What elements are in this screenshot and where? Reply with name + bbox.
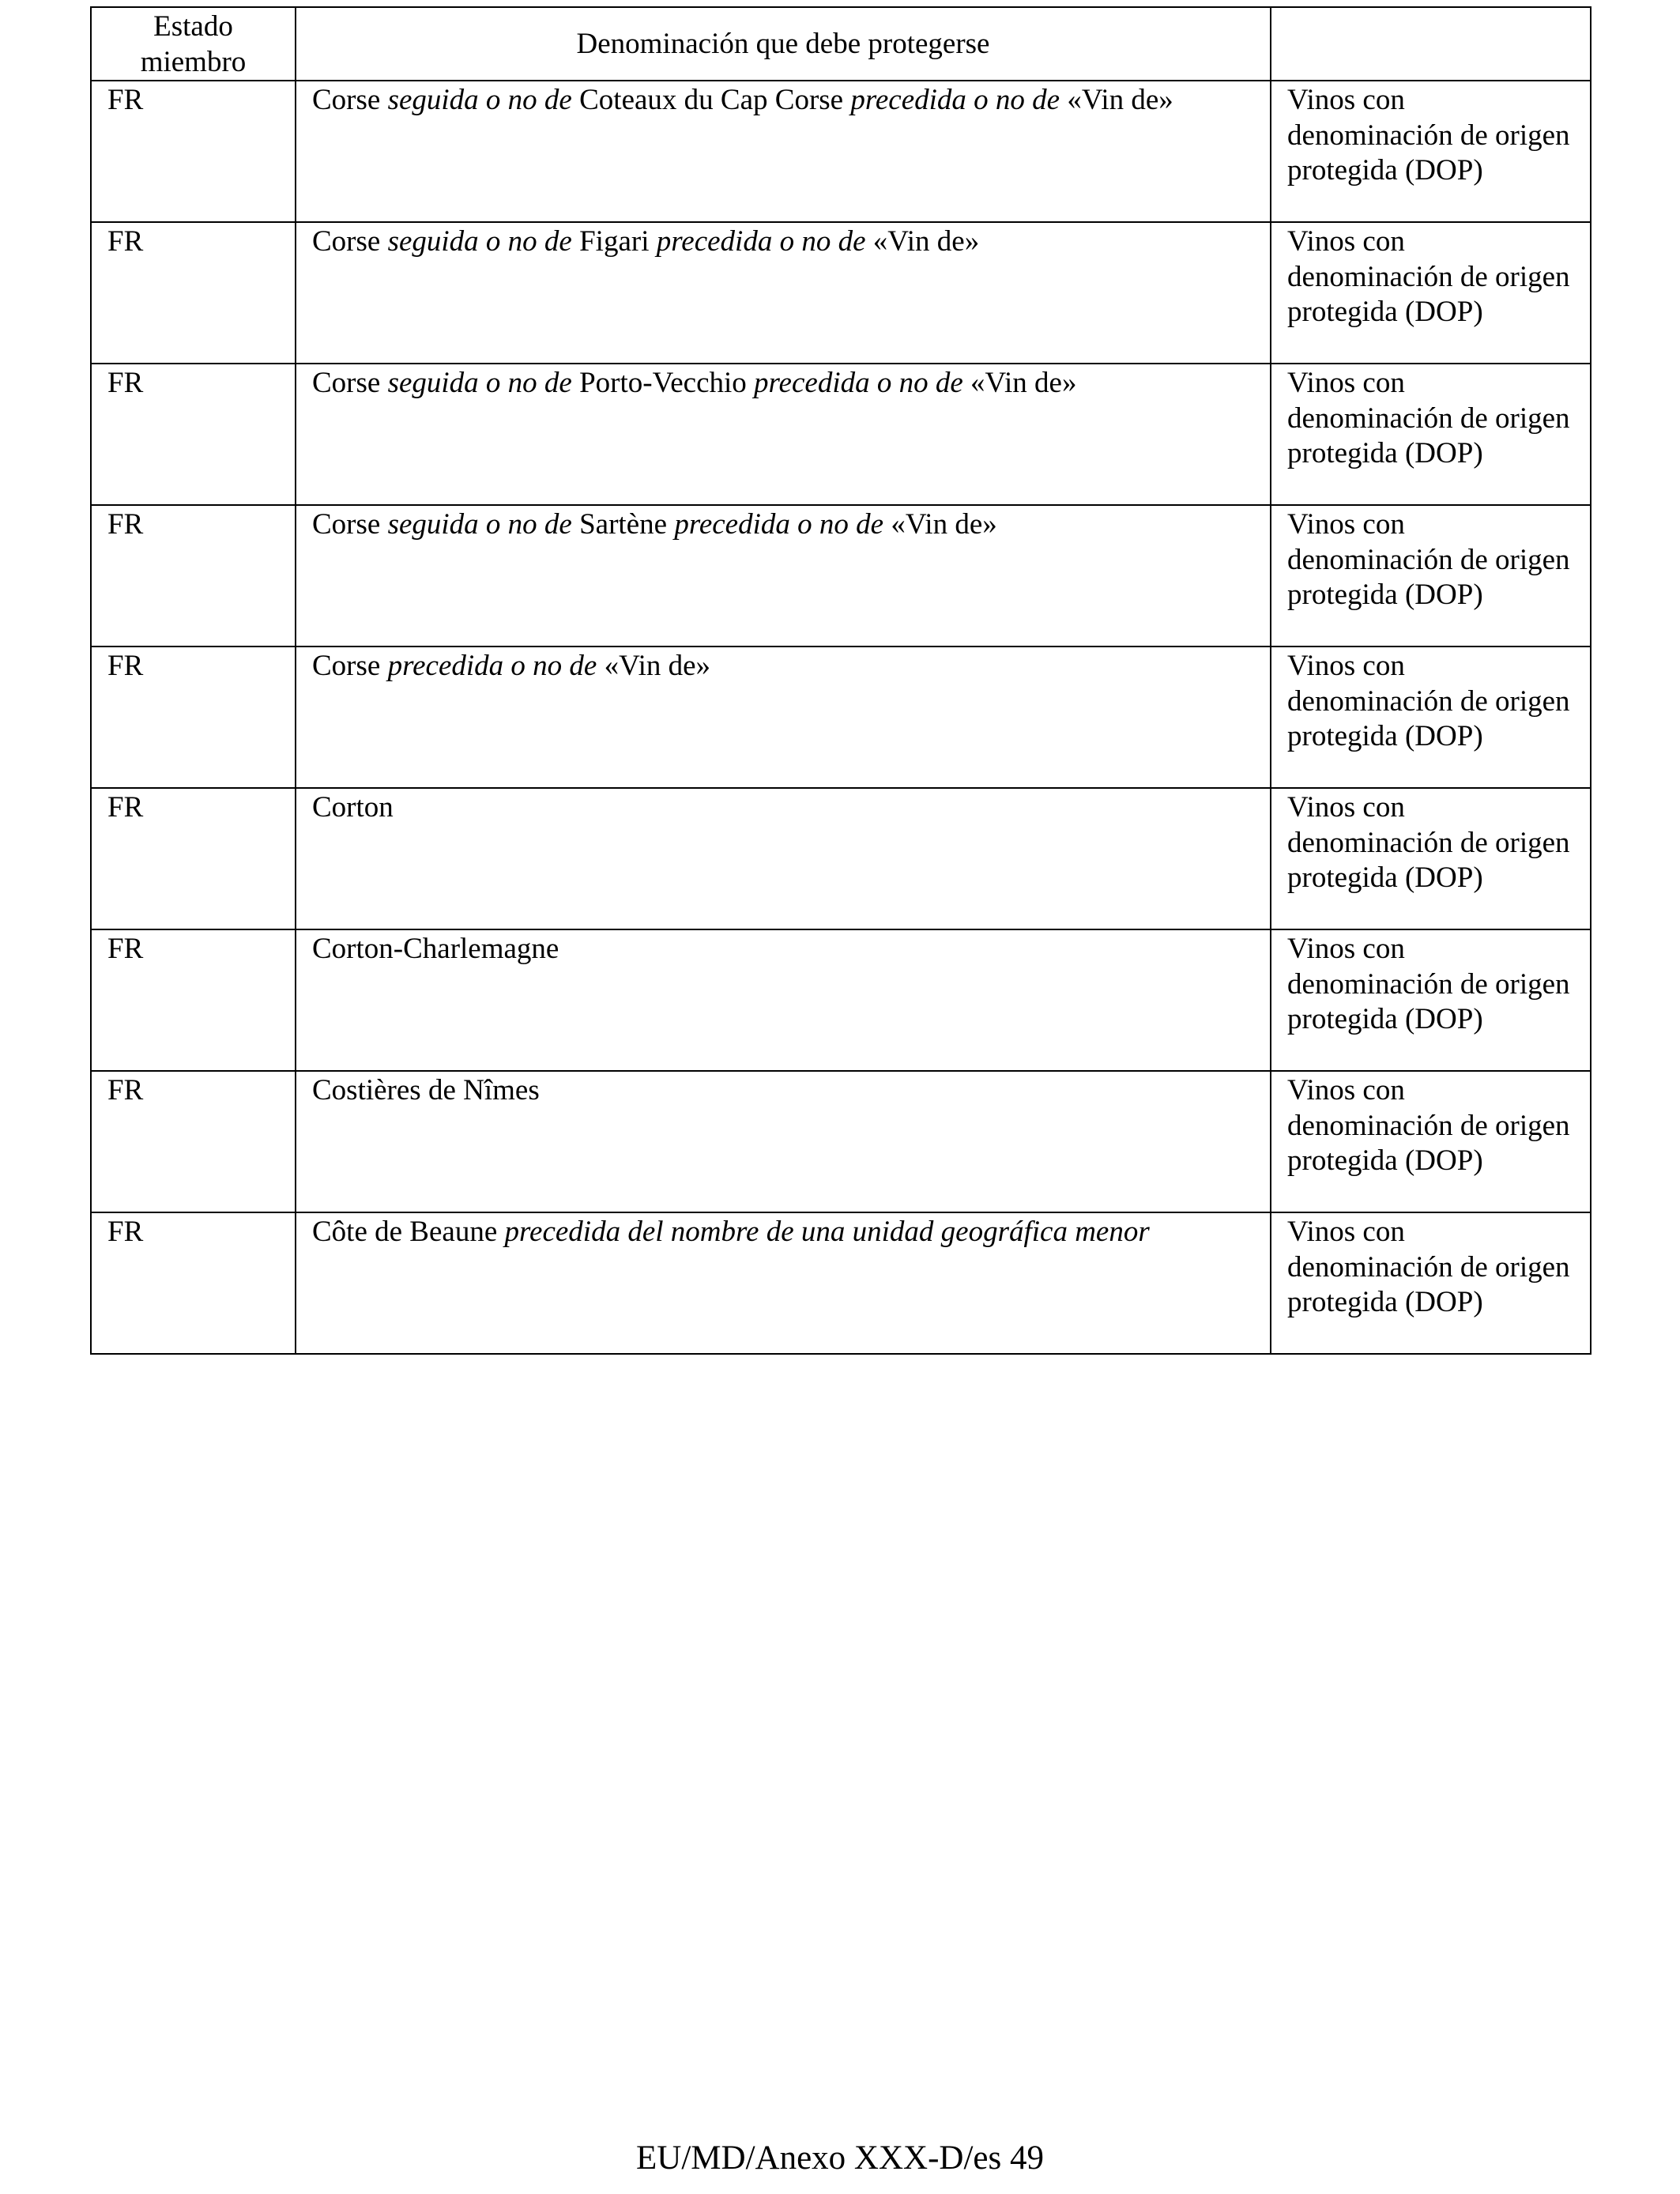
table-row [91, 505, 1591, 647]
designation-qualifier: precedida o no de [667, 508, 891, 541]
category-cell: Vinos con denominación de origen protegida (DOP) [1271, 81, 1591, 222]
member-state-cell: FR [91, 81, 296, 222]
category-cell: Vinos con denominación de origen protegida (DOP) [1271, 364, 1591, 505]
designation-term: Figari [579, 225, 650, 258]
designation-term: Corton-Charlemagne [312, 933, 559, 965]
table-header-row [91, 7, 1591, 81]
table-row [91, 1212, 1591, 1354]
member-state-cell: FR [91, 647, 296, 788]
designation-term: «Vin de» [970, 367, 1077, 399]
designation-term: «Vin de» [604, 650, 711, 682]
member-state-cell: FR [91, 505, 296, 647]
designation-qualifier: precedida o no de [746, 367, 971, 399]
designation-cell [296, 505, 1271, 647]
designation-qualifier: seguida o no de [380, 84, 580, 116]
category-cell: Vinos con denominación de origen protegida (DOP) [1271, 647, 1591, 788]
header-member-state [91, 7, 296, 81]
category-cell: Vinos con denominación de origen protegida (DOP) [1271, 505, 1591, 647]
category-cell: Vinos con denominación de origen protegida (DOP) [1271, 222, 1591, 364]
table-body [91, 81, 1591, 1354]
designation-term: Côte de Beaune [312, 1216, 498, 1248]
designation-qualifier: precedida o no de [649, 225, 873, 258]
category-cell: Vinos con denominación de origen protegida (DOP) [1271, 1212, 1591, 1354]
category-cell: Vinos con denominación de origen protegida (DOP) [1271, 1071, 1591, 1212]
member-state-cell: FR [91, 364, 296, 505]
designation-term: Corse [312, 367, 381, 399]
member-state-cell: FR [91, 929, 296, 1071]
designation-term: Coteaux du Cap Corse [579, 84, 844, 116]
table-row [91, 1071, 1591, 1212]
designation-term: Porto-Vecchio [579, 367, 747, 399]
table-row [91, 222, 1591, 364]
table-row [91, 81, 1591, 222]
designation-term: «Vin de» [1067, 84, 1173, 116]
member-state-cell: FR [91, 1212, 296, 1354]
designation-term: Costières de Nîmes [312, 1074, 540, 1106]
designation-term: «Vin de» [891, 508, 997, 541]
designation-cell [296, 1071, 1271, 1212]
table-row [91, 364, 1591, 505]
designation-qualifier: seguida o no de [380, 508, 580, 541]
designation-term: Corse [312, 84, 381, 116]
designation-cell [296, 647, 1271, 788]
designation-term: Corse [312, 650, 381, 682]
designation-term: Sartène [579, 508, 668, 541]
member-state-cell: FR [91, 1071, 296, 1212]
designation-term: Corse [312, 508, 381, 541]
designation-table [90, 6, 1591, 1355]
designation-cell [296, 222, 1271, 364]
designation-term: «Vin de» [872, 225, 980, 258]
header-designation: Denominación que debe protegerse [296, 7, 1271, 81]
header-member-state-line2: miembro [140, 45, 247, 78]
category-cell: Vinos con denominación de origen protegida (DOP) [1271, 929, 1591, 1071]
designation-cell [296, 1212, 1271, 1354]
table-row [91, 647, 1591, 788]
designation-qualifier: precedida o no de [843, 84, 1068, 116]
designation-qualifier: precedida del nombre de una unidad geográfica menor [497, 1216, 1150, 1248]
header-category [1271, 7, 1591, 81]
member-state-cell: FR [91, 788, 296, 929]
designation-qualifier: seguida o no de [380, 225, 580, 258]
designation-cell [296, 81, 1271, 222]
designation-cell [296, 929, 1271, 1071]
member-state-cell: FR [91, 222, 296, 364]
designation-term: Corton [312, 791, 394, 824]
page-reference: EU/MD/Anexo XXX-D/es 49 [636, 2139, 1044, 2177]
category-cell: Vinos con denominación de origen protegida (DOP) [1271, 788, 1591, 929]
table-row [91, 788, 1591, 929]
designation-qualifier: seguida o no de [380, 367, 580, 399]
header-member-state-line1: Estado [153, 10, 233, 43]
designation-cell [296, 788, 1271, 929]
designation-qualifier: precedida o no de [380, 650, 605, 682]
table-row [91, 929, 1591, 1071]
designation-cell [296, 364, 1271, 505]
designation-term: Corse [312, 225, 381, 258]
